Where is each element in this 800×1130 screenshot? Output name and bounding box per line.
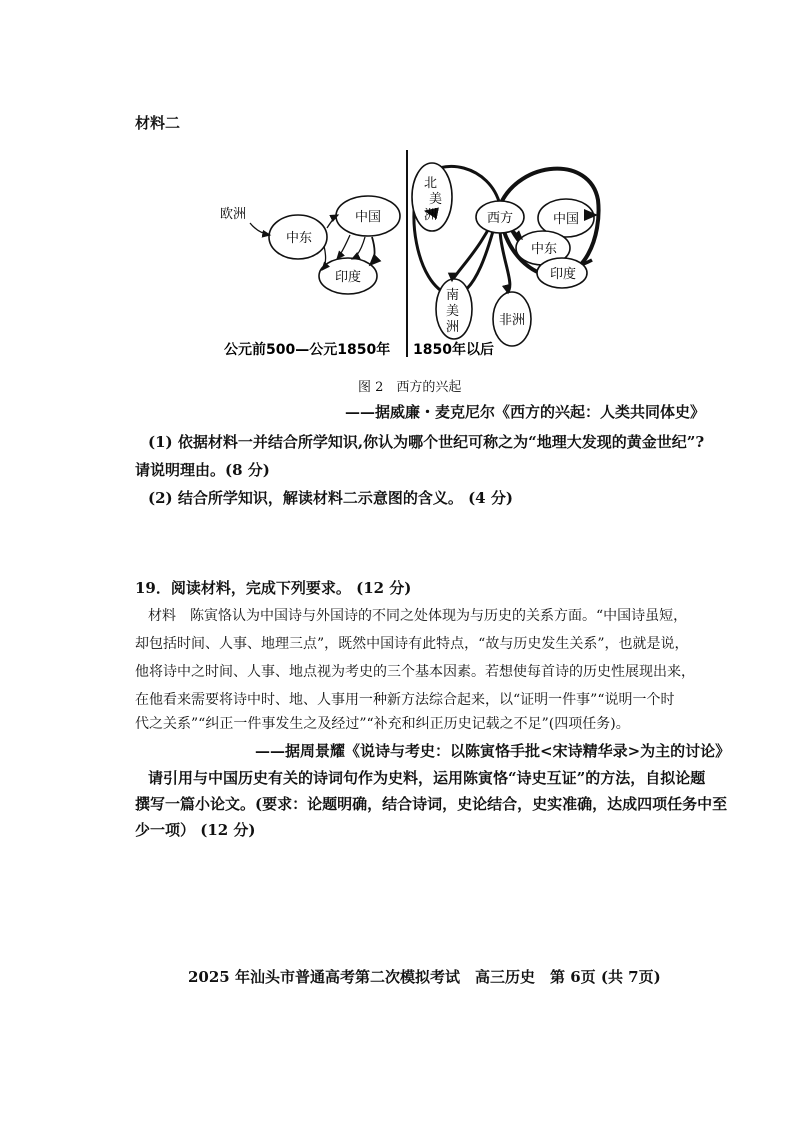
label-west: 西方 (487, 211, 514, 226)
label-north-america-2: 美 (429, 192, 443, 207)
q19-heading: 19．阅读材料，完成下列要求。 (12 分) (135, 579, 412, 597)
left-diagram (220, 196, 400, 358)
material-2-label: 材料二 (135, 114, 181, 132)
label-europe: 欧洲 (220, 207, 247, 222)
caption-left: 公元前500—公元1850年 (224, 342, 391, 358)
arrow-china-india-1 (337, 235, 350, 259)
arrow-europe-mideast (250, 223, 270, 235)
q19-task-line-1: 请引用与中国历史有关的诗词句作为史料，运用陈寅恪“诗史互证”的方法，自拟论题 (148, 769, 706, 787)
arrow-china-india-3 (370, 237, 375, 265)
label-india-right: 印度 (550, 267, 577, 282)
q18-2: (2) 结合所学知识，解读材料二示意图的含义。 (4 分) (148, 489, 513, 507)
figure-source: ——据威廉・麦克尼尔《西方的兴起：人类共同体史》 (345, 403, 706, 421)
q19-material-line-1: 材料 陈寅恪认为中国诗与外国诗的不同之处体现为与历史的关系方面。“中国诗虽短， (148, 608, 688, 624)
page-footer: 2025 年汕头市普通高考第二次模拟考试 高三历史 第 6页 (共 7页) (188, 968, 661, 986)
label-china-right: 中国 (553, 212, 580, 227)
q19-source: ——据周景耀《说诗与考史：以陈寅恪手批<宋诗精华录>为主的讨论》 (255, 742, 731, 760)
label-africa: 非洲 (499, 313, 526, 328)
q19-material-line-2: 却包括时间、人事、地理三点”，既然中国诗有此特点，“故与历史发生关系”，也就是说， (135, 636, 689, 652)
q19-task-line-2: 撰写一篇小论文。(要求：论题明确，结合诗词，史论结合，史实准确，达成四项任务中至 (135, 795, 728, 813)
label-north-america-1: 北 (424, 176, 438, 191)
label-south-america-3: 洲 (446, 320, 460, 335)
rise-of-west-diagram (200, 145, 620, 370)
q18-1-line1: (1) 依据材料一并结合所学知识,你认为哪个世纪可称之为“地理大发现的黄金世纪”? (148, 433, 705, 451)
label-india-left: 印度 (335, 270, 362, 285)
figure-caption: 图 2 西方的兴起 (358, 380, 462, 395)
right-diagram (412, 163, 599, 358)
label-china-left: 中国 (355, 210, 382, 225)
label-south-america-1: 南 (446, 288, 460, 303)
q19-material-line-3: 他将诗中之时间、人事、地点视为考史的三个基本因素。若想使每首诗的历史性展现出来， (135, 664, 695, 680)
q19-task-line-3: 少一项） (12 分) (135, 821, 256, 839)
q19-material-line-5: 代之关系”“纠正一件事发生之及经过”“补充和纠正历史记载之不足”(四项任务)。 (135, 716, 630, 732)
label-north-america-3: 洲 (424, 208, 438, 223)
q19-material-line-4: 在他看来需要将诗中时、地、人事用一种新方法综合起来，以“证明一件事”“说明一个时 (135, 692, 675, 708)
caption-right: 1850年以后 (413, 342, 494, 358)
label-mideast-right: 中东 (531, 242, 558, 257)
arrow-china-india-2 (352, 237, 365, 259)
label-mideast-left: 中东 (286, 231, 313, 246)
label-south-america-2: 美 (446, 304, 460, 319)
q18-1-line2: 请说明理由。(8 分) (135, 461, 270, 479)
